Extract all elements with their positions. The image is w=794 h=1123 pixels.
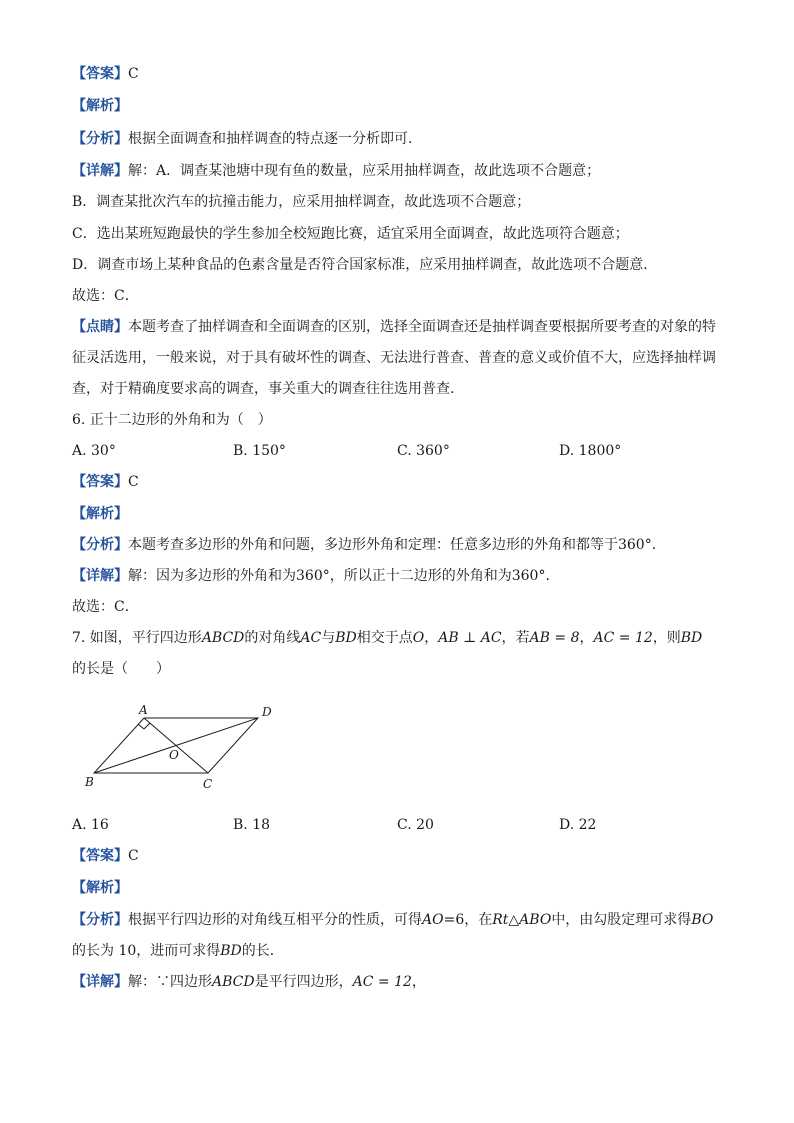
- answer-tag: 【答案】: [72, 848, 128, 864]
- label-d: D: [262, 705, 272, 719]
- q7-text: ，: [579, 630, 594, 646]
- q6-choose-line: 故选：C．: [72, 599, 139, 615]
- analysis-tag: 【解析】: [72, 880, 128, 896]
- q7-option-b: B. 18: [233, 817, 271, 833]
- parallelogram-figure: [80, 700, 280, 796]
- q5-detail-line-1: [72, 161, 600, 181]
- fenxi-tag: 【分析】: [72, 912, 128, 928]
- detail-math: AC = 12: [352, 974, 412, 990]
- detail-math: ABCD: [212, 974, 255, 990]
- fenxi-text: 的长．: [241, 943, 284, 959]
- detail-tag: 【详解】: [72, 568, 128, 584]
- q7-text: 相交于点: [356, 630, 413, 646]
- detail-text: 是平行四边形，: [254, 974, 353, 990]
- q5-detail-line-4: D．调查市场上某种食品的色素含量是否符合国家标准，应采用抽样调查，故此选项不合题意．: [72, 257, 658, 273]
- q6-option-c: C. 360°: [397, 443, 450, 459]
- fenxi-math: BO: [691, 912, 714, 928]
- detail-text: ，: [411, 974, 426, 990]
- label-a: A: [139, 703, 148, 717]
- q7-text: 的对角线: [244, 630, 301, 646]
- q5-dianjing-line-1: [72, 317, 716, 337]
- right-angle-mark: [138, 723, 150, 729]
- q7-text: 与: [321, 630, 336, 646]
- q7-math: AB ⊥ AC: [438, 630, 502, 646]
- label-o: O: [169, 748, 179, 762]
- q7-math: AB = 8: [529, 630, 580, 646]
- fenxi-text: 中，由勾股定理可求得: [551, 912, 692, 928]
- detail-tag: 【详解】: [72, 974, 128, 990]
- label-c: C: [203, 777, 213, 791]
- q6-question: 6. 正十二边形的外角和为（ ）: [72, 412, 272, 428]
- fenxi-math: AO: [422, 912, 444, 928]
- detail-text: 解：∵四边形: [128, 974, 212, 990]
- fenxi-tag: 【分析】: [72, 131, 128, 147]
- q7-math: O: [412, 630, 425, 646]
- q5-dianjing-line-3: 查，对于精确度要求高的调查，事关重大的调查往往选用普查．: [72, 381, 464, 397]
- q6-fenxi-line: [72, 535, 666, 555]
- q7-detail-line: [72, 972, 426, 992]
- analysis-tag: 【解析】: [72, 98, 128, 114]
- q7-option-c: C. 20: [397, 817, 434, 833]
- q6-answer-line: [72, 472, 139, 492]
- q7-fenxi-line-1: [72, 910, 713, 930]
- fenxi-math: Rt△ABO: [492, 912, 552, 928]
- answer-tag: 【答案】: [72, 474, 128, 490]
- q5-fenxi-line: [72, 129, 422, 149]
- detail-tag: 【详解】: [72, 163, 128, 179]
- q5-choose-line: 故选：C．: [72, 288, 139, 304]
- detail-text: 解：A．调查某池塘中现有鱼的数量，应采用抽样调查，故此选项不合题意；: [128, 163, 601, 179]
- fenxi-text: 的长为 10，进而可求得: [72, 943, 221, 959]
- label-b: B: [85, 775, 94, 789]
- q5-answer-line: [72, 64, 139, 84]
- q5-dianjing-line-2: 征灵活选用，一般来说，对于具有破坏性的调查、无法进行普查、普查的意义或价值不大，应选择抽样调: [72, 350, 716, 366]
- q7-analysis-line: [72, 878, 128, 898]
- fenxi-text: =6，在: [443, 912, 493, 928]
- answer-value: C: [128, 848, 139, 864]
- q7-math: ABCD: [201, 630, 245, 646]
- q7-question-line-2: 的长是（ ）: [72, 661, 170, 677]
- dianjing-text: 本题考查了抽样调查和全面调查的区别，选择全面调查还是抽样调查要根据所要考查的对象的特: [128, 319, 716, 335]
- fenxi-text: 本题考查多边形的外角和问题，多边形外角和定理：任意多边形的外角和都等于360°．: [128, 537, 666, 553]
- fenxi-tag: 【分析】: [72, 537, 128, 553]
- q6-option-b: B. 150°: [233, 443, 286, 459]
- q7-text: 7. 如图，平行四边形: [72, 630, 202, 646]
- q7-math: BD: [680, 630, 703, 646]
- fenxi-text: 根据平行四边形的对角线互相平分的性质，可得: [128, 912, 422, 928]
- q7-math: AC: [300, 630, 322, 646]
- q6-option-a: A. 30°: [72, 443, 116, 459]
- q6-detail-line: [72, 566, 559, 586]
- q5-detail-line-2: B．调查某批次汽车的抗撞击能力，应采用抽样调查，故此选项不合题意；: [72, 194, 531, 210]
- answer-value: C: [128, 474, 139, 490]
- q7-text: ，若: [501, 630, 530, 646]
- q5-detail-line-3: C．选出某班短跑最快的学生参加全校短跑比赛，适宜采用全面调查，故此选项符合题意；: [72, 226, 629, 242]
- q7-question-line-1: [72, 628, 702, 648]
- dianjing-tag: 【点睛】: [72, 319, 128, 335]
- analysis-tag: 【解析】: [72, 506, 128, 522]
- detail-text: 解：因为多边形的外角和为360°，所以正十二边形的外角和为360°．: [128, 568, 560, 584]
- q5-analysis-line: [72, 96, 128, 116]
- q7-option-d: D. 22: [559, 817, 597, 833]
- q6-analysis-line: [72, 504, 128, 524]
- answer-tag: 【答案】: [72, 66, 128, 82]
- q7-answer-line: [72, 846, 139, 866]
- q7-fenxi-line-2: [72, 941, 284, 961]
- q7-text: ，则: [652, 630, 681, 646]
- fenxi-text: 根据全面调查和抽样调查的特点逐一分析即可．: [128, 131, 422, 147]
- q7-text: ，: [424, 630, 439, 646]
- answer-value: C: [128, 66, 139, 82]
- q7-math: BD: [335, 630, 357, 646]
- q7-option-a: A. 16: [72, 817, 109, 833]
- q6-option-d: D. 1800°: [559, 443, 622, 459]
- q7-math: AC = 12: [593, 630, 653, 646]
- fenxi-math: BD: [220, 943, 242, 959]
